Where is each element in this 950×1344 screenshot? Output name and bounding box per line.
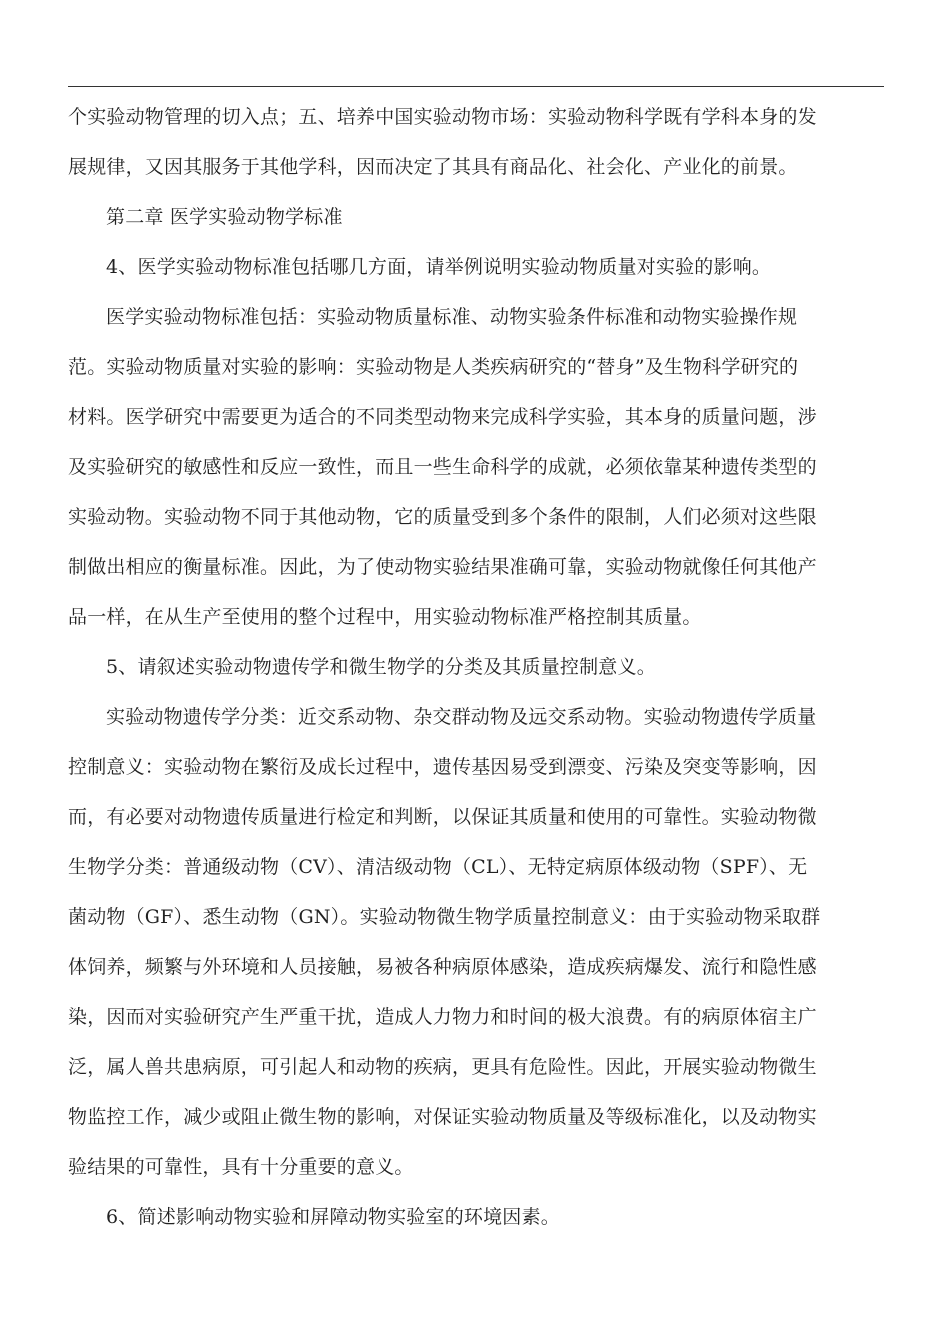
paragraph-line: 控制意义：实验动物在繁衍及成长过程中，遗传基因易受到漂变、污染及突变等影响，因 (68, 756, 817, 778)
paragraph-line: 体饲养，频繁与外环境和人员接触，易被各种病原体感染，造成疾病爆发、流行和隐性感 (68, 956, 817, 978)
paragraph-line: 验结果的可靠性，具有十分重要的意义。 (68, 1156, 414, 1178)
paragraph-line: 医学实验动物标准包括：实验动物质量标准、动物实验条件标准和动物实验操作规 (106, 306, 798, 328)
paragraph-line: 实验动物。实验动物不同于其他动物，它的质量受到多个条件的限制，人们必须对这些限 (68, 506, 817, 528)
paragraph-line: 材料。医学研究中需要更为适合的不同类型动物来完成科学实验，其本身的质量问题，涉 (68, 406, 817, 428)
paragraph-line: 泛，属人兽共患病原，可引起人和动物的疾病，更具有危险性。因此，开展实验动物微生 (68, 1056, 817, 1078)
question-5: 5、请叙述实验动物遗传学和微生物学的分类及其质量控制意义。 (106, 656, 656, 678)
paragraph-line: 制做出相应的衡量标准。因此，为了使动物实验结果准确可靠，实验动物就像任何其他产 (68, 556, 817, 578)
paragraph-line: 生物学分类：普通级动物（CV）、清洁级动物（CL）、无特定病原体级动物（SPF）、无 (68, 856, 808, 878)
header-rule (68, 86, 884, 87)
paragraph-line: 实验动物遗传学分类：近交系动物、杂交群动物及远交系动物。实验动物遗传学质量 (106, 706, 817, 728)
paragraph-line: 展规律，又因其服务于其他学科，因而决定了其具有商品化、社会化、产业化的前景。 (68, 156, 798, 178)
paragraph-line: 物监控工作，减少或阻止微生物的影响，对保证实验动物质量及等级标准化，以及动物实 (68, 1106, 817, 1128)
paragraph-line: 及实验研究的敏感性和反应一致性，而且一些生命科学的成就，必须依靠某种遗传类型的 (68, 456, 817, 478)
paragraph-line: 而，有必要对动物遗传质量进行检定和判断，以保证其质量和使用的可靠性。实验动物微 (68, 806, 817, 828)
question-6: 6、简述影响动物实验和屏障动物实验室的环境因素。 (106, 1206, 560, 1228)
paragraph-line: 菌动物（GF）、悉生动物（GN）。实验动物微生物学质量控制意义：由于实验动物采取群 (68, 906, 821, 928)
paragraph-line: 个实验动物管理的切入点；五、培养中国实验动物市场：实验动物科学既有学科本身的发 (68, 106, 817, 128)
question-4: 4、医学实验动物标准包括哪几方面，请举例说明实验动物质量对实验的影响。 (106, 256, 772, 278)
paragraph-line: 范。实验动物质量对实验的影响：实验动物是人类疾病研究的“替身”及生物科学研究的 (68, 356, 799, 378)
document-body (68, 92, 880, 1242)
paragraph-line: 品一样，在从生产至使用的整个过程中，用实验动物标准严格控制其质量。 (68, 606, 702, 628)
paragraph-line: 染，因而对实验研究产生严重干扰，造成人力物力和时间的极大浪费。有的病原体宿主广 (68, 1006, 817, 1028)
chapter-heading: 第二章 医学实验动物学标准 (106, 206, 343, 228)
